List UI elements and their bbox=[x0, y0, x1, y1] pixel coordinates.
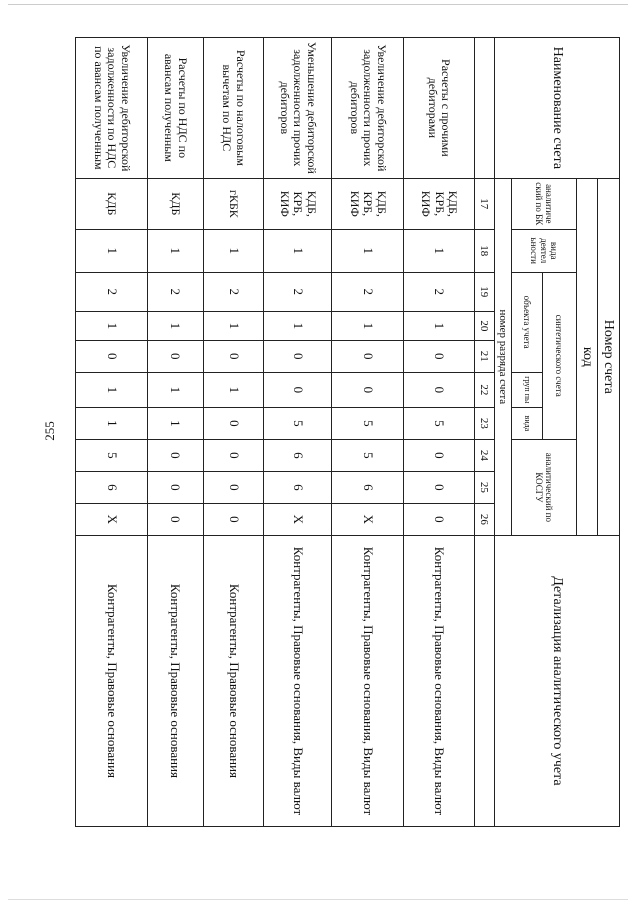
row-value: 6 bbox=[332, 471, 404, 503]
accounts-table bbox=[75, 37, 620, 827]
row-value: 0 bbox=[147, 471, 203, 503]
row-value: 0 bbox=[203, 503, 263, 535]
row-detail: Контрагенты, Правовые основания, Виды валют bbox=[332, 535, 404, 826]
digit-23: 23 bbox=[474, 407, 494, 439]
row-value: 1 bbox=[76, 311, 148, 340]
table-row bbox=[76, 38, 148, 827]
row-value: 5 bbox=[264, 407, 332, 439]
row-detail: Контрагенты, Правовые основания bbox=[76, 535, 148, 826]
row-value: КДБ, КРБ, КИФ bbox=[332, 178, 404, 229]
row-value: 0 bbox=[76, 340, 148, 372]
row-value: 0 bbox=[203, 471, 263, 503]
row-detail: Контрагенты, Правовые основания bbox=[147, 535, 203, 826]
digit-24: 24 bbox=[474, 439, 494, 471]
empty-cell bbox=[474, 535, 494, 826]
digit-header-row bbox=[474, 38, 494, 827]
scan-edge-bottom bbox=[8, 899, 628, 900]
row-value: 0 bbox=[404, 340, 475, 372]
row-value: 0 bbox=[332, 372, 404, 407]
header-group: груп пы bbox=[511, 372, 542, 407]
header-account-object: объекта учета bbox=[511, 272, 542, 372]
header-code: код bbox=[576, 178, 597, 535]
header-activity-type: вида деятел ьности bbox=[511, 229, 576, 272]
row-value: 0 bbox=[404, 503, 475, 535]
table-row bbox=[264, 38, 332, 827]
row-name: Увеличение дебиторской задолженности прочих дебиторов bbox=[332, 38, 404, 179]
row-value: 1 bbox=[147, 407, 203, 439]
row-value: КДБ, КРБ, КИФ bbox=[264, 178, 332, 229]
digit-19: 19 bbox=[474, 272, 494, 311]
row-value: 0 bbox=[404, 471, 475, 503]
row-value: КДБ, КРБ, КИФ bbox=[404, 178, 475, 229]
row-detail: Контрагенты, Правовые основания, Виды валют bbox=[404, 535, 475, 826]
row-value: 0 bbox=[332, 340, 404, 372]
digit-18: 18 bbox=[474, 229, 494, 272]
digit-25: 25 bbox=[474, 471, 494, 503]
row-value: 5 bbox=[332, 439, 404, 471]
row-value: 0 bbox=[147, 439, 203, 471]
row-name: Расчеты с прочими дебиторами bbox=[404, 38, 475, 179]
header-kind: вида bbox=[511, 407, 542, 439]
row-value: 0 bbox=[264, 340, 332, 372]
row-value: 1 bbox=[203, 229, 263, 272]
table-row bbox=[147, 38, 203, 827]
table-row bbox=[332, 38, 404, 827]
row-value: 1 bbox=[203, 372, 263, 407]
row-value: 1 bbox=[404, 311, 475, 340]
row-value: 5 bbox=[332, 407, 404, 439]
digit-22: 22 bbox=[474, 372, 494, 407]
row-value: 2 bbox=[332, 272, 404, 311]
digit-17: 17 bbox=[474, 178, 494, 229]
row-value: 0 bbox=[147, 503, 203, 535]
header-detail: Детализация аналитического учета bbox=[494, 535, 619, 826]
header-digit-number: номер разряда счета bbox=[494, 178, 511, 535]
row-value: 2 bbox=[404, 272, 475, 311]
row-name: Расчеты по налоговым вычетам по НДС bbox=[203, 38, 263, 179]
row-value: 1 bbox=[147, 311, 203, 340]
header-analytic-bk: аналитиче ский по БК bbox=[511, 178, 576, 229]
row-value: 5 bbox=[404, 407, 475, 439]
row-value: X bbox=[332, 503, 404, 535]
row-value: 6 bbox=[264, 439, 332, 471]
header-synthetic: синтетического счета bbox=[543, 272, 577, 439]
empty-cell bbox=[474, 38, 494, 179]
row-value: 6 bbox=[76, 471, 148, 503]
row-name: Уменьшение дебиторской задолженности прочих дебиторов bbox=[264, 38, 332, 179]
row-value: 2 bbox=[147, 272, 203, 311]
header-account-number: Номер счета bbox=[597, 178, 619, 535]
row-value: 1 bbox=[404, 229, 475, 272]
row-value: 1 bbox=[264, 311, 332, 340]
row-detail: Контрагенты, Правовые основания, Виды валют bbox=[264, 535, 332, 826]
row-value: 0 bbox=[404, 439, 475, 471]
header-analytic-kosgu: аналитический по КОСГУ bbox=[511, 439, 576, 535]
row-value: КДБ bbox=[76, 178, 148, 229]
row-value: 1 bbox=[264, 229, 332, 272]
row-value: 0 bbox=[404, 372, 475, 407]
digit-26: 26 bbox=[474, 503, 494, 535]
row-name: Увеличение дебиторской задолженности по НДС по авансам полученным bbox=[76, 38, 148, 179]
table-row bbox=[404, 38, 475, 827]
row-value: 1 bbox=[147, 229, 203, 272]
row-value: 1 bbox=[76, 372, 148, 407]
table-row bbox=[203, 38, 263, 827]
row-value: 2 bbox=[76, 272, 148, 311]
row-value: 2 bbox=[203, 272, 263, 311]
row-value: X bbox=[264, 503, 332, 535]
rotated-table-container bbox=[75, 37, 620, 827]
scan-edge-top bbox=[8, 4, 628, 5]
row-value: КДБ bbox=[147, 178, 203, 229]
row-value: 0 bbox=[203, 407, 263, 439]
row-value: 1 bbox=[76, 229, 148, 272]
row-value: 6 bbox=[264, 471, 332, 503]
digit-21: 21 bbox=[474, 340, 494, 372]
row-value: 1 bbox=[147, 372, 203, 407]
row-value: 5 bbox=[76, 439, 148, 471]
row-value: 0 bbox=[203, 439, 263, 471]
row-value: 0 bbox=[147, 340, 203, 372]
header-account-name: Наименование счета bbox=[494, 38, 619, 179]
digit-20: 20 bbox=[474, 311, 494, 340]
page-number: 255 bbox=[42, 421, 57, 441]
row-value: 1 bbox=[76, 407, 148, 439]
row-value: 1 bbox=[203, 311, 263, 340]
row-value: 1 bbox=[332, 311, 404, 340]
row-value: гКБК bbox=[203, 178, 263, 229]
row-value: 2 bbox=[264, 272, 332, 311]
row-value: 0 bbox=[264, 372, 332, 407]
row-value: 1 bbox=[332, 229, 404, 272]
row-detail: Контрагенты, Правовые основания bbox=[203, 535, 263, 826]
row-value: 0 bbox=[203, 340, 263, 372]
row-value: X bbox=[76, 503, 148, 535]
row-name: Расчеты по НДС по авансам полученным bbox=[147, 38, 203, 179]
